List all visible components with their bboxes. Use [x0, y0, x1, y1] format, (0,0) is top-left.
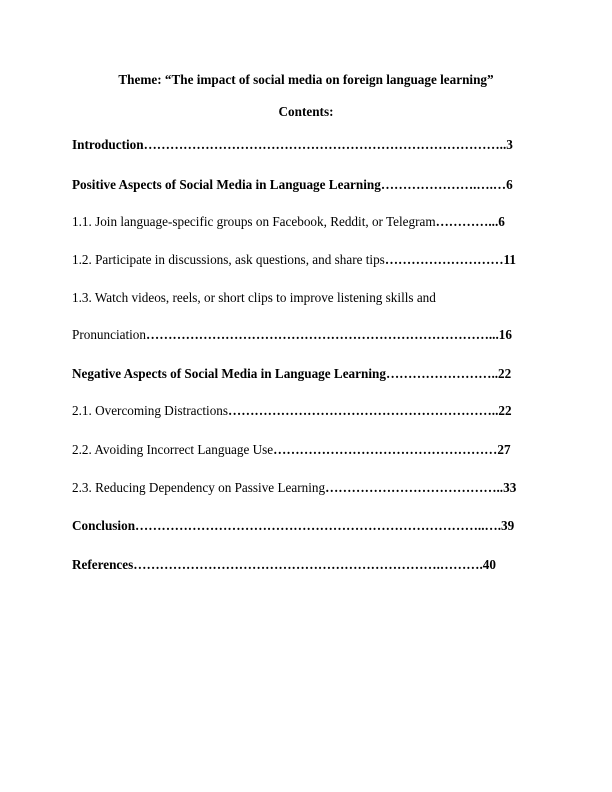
toc-leader-dots: ………………………………………………………………………..: [143, 137, 507, 152]
toc-page-number: 27: [497, 442, 511, 457]
toc-entry-label: Pronunciation: [72, 327, 146, 342]
toc-entry-negative-aspects: [72, 366, 511, 382]
toc-leader-dots: ……………………………………………………..: [228, 403, 499, 418]
toc-page-number: 22: [498, 366, 512, 381]
toc-leader-dots: ……………………………………………: [273, 442, 498, 457]
toc-leader-dots: ……………………………………………………………………...: [146, 327, 499, 342]
toc-entry-label: References: [72, 557, 134, 572]
toc-page-number: 6: [506, 177, 513, 192]
toc-page-number: 16: [498, 327, 512, 342]
toc-entry-label: Introduction: [72, 137, 144, 152]
toc-entry-1-3-continued: [72, 327, 512, 343]
toc-entry-label: Conclusion: [72, 518, 136, 533]
toc-entry-1-3: [72, 290, 436, 306]
toc-entry-1-1: [72, 214, 505, 230]
toc-entry-label: Negative Aspects of Social Media in Language Learning: [72, 366, 386, 381]
toc-page-number: 40: [482, 557, 496, 572]
toc-entry-label: 1.3. Watch videos, reels, or short clips to improve listening skills and: [72, 290, 436, 305]
toc-entry-2-1: [72, 403, 512, 419]
toc-page-number: 6: [498, 214, 505, 229]
document-theme-title: Theme: “The impact of social media on foreign language learning”: [118, 72, 494, 87]
toc-entry-references: [72, 557, 496, 573]
toc-entry-label: Positive Aspects of Social Media in Language Learning: [72, 177, 381, 192]
toc-page-number: 22: [498, 403, 512, 418]
toc-entry-introduction: [72, 137, 513, 153]
toc-leader-dots: ……………………..: [385, 366, 499, 381]
toc-entry-2-2: [72, 442, 511, 458]
toc-entry-label: 1.2. Participate in discussions, ask questions, and share tips: [72, 252, 385, 267]
toc-leader-dots: …………………………………………………………….……….: [133, 557, 483, 572]
toc-entry-label: 2.1. Overcoming Distractions: [72, 403, 229, 418]
toc-page-number: 3: [506, 137, 513, 152]
toc-entry-label: 2.2. Avoiding Incorrect Language Use: [72, 442, 274, 457]
toc-leader-dots: …………...: [435, 214, 499, 229]
toc-entry-label: 2.3. Reducing Dependency on Passive Learning: [72, 480, 326, 495]
toc-entry-positive-aspects: [72, 177, 513, 193]
toc-entry-2-3: [72, 480, 516, 496]
toc-page-number: 11: [503, 252, 516, 267]
toc-page-number: 33: [503, 480, 517, 495]
toc-page-number: 39: [500, 518, 515, 533]
toc-entry-conclusion: [72, 518, 514, 534]
toc-entry-1-2: [72, 252, 516, 268]
toc-leader-dots: ………………….….…: [380, 177, 507, 192]
contents-heading: Contents:: [278, 104, 334, 119]
toc-leader-dots: ………………………: [384, 252, 504, 267]
toc-leader-dots: …………………………………..: [325, 480, 504, 495]
toc-entry-label: 1.1. Join language-specific groups on Facebook, Reddit, or Telegram: [72, 214, 436, 229]
toc-leader-dots: ……………………………………………………………………..….: [135, 518, 501, 533]
